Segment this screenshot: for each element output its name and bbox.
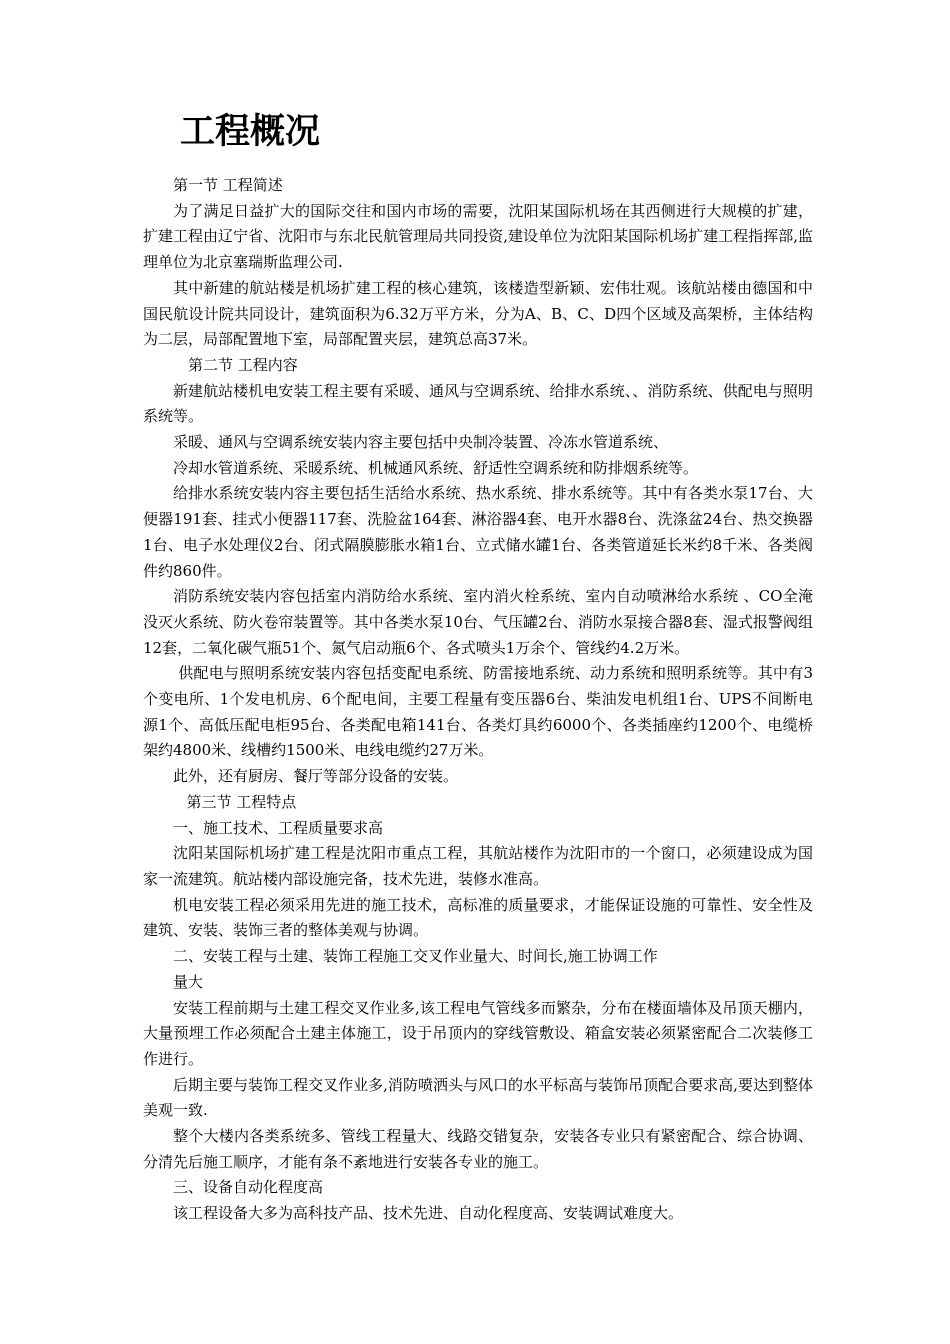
subheading: 量大: [173, 972, 204, 991]
paragraph: 新建航站楼机电安装工程主要有采暖、通风与空调系统、给排水系统、、消防系统、供配电与照明系统等。: [143, 381, 813, 426]
paragraph: 消防系统安装内容包括室内消防给水系统、室内消火栓系统、室内自动喷淋给水系统 、CO全淹没灭火系统、防火卷帘装置等。其中各类水泵10台、气压罐2台、消防水泵接合器8套、湿式报警阀组12套，二氧化碳气瓶51个、氮气启动瓶6个、各式喷头1万余个、管线约4.2万米。: [143, 587, 813, 657]
paragraph: 冷却水管道系统、采暖系统、机械通风系统、舒适性空调系统和防排烟系统等。: [173, 458, 699, 477]
section-heading: 第三节 工程特点: [186, 792, 297, 811]
paragraph: 为了满足日益扩大的国际交往和国内市场的需要，沈阳某国际机场在其西侧进行大规模的扩建，扩建工程由辽宁省、沈阳市与东北民航管理局共同投资,建设单位为沈阳某国际机场扩建工程指挥部,监理单位为北京塞瑞斯监理公司.: [143, 201, 813, 272]
paragraph: 其中新建的航站楼是机场扩建工程的核心建筑，该楼造型新颖、宏伟壮观。该航站楼由德国和中国民航设计院共同设计，建筑面积为6.32万平方米，分为A、B、C、D四个区域及高架桥，主体结构为二层，局部配置地下室，局部配置夹层，建筑总高37米。: [143, 278, 813, 349]
paragraph: 此外，还有厨房、餐厅等部分设备的安装。: [173, 767, 459, 786]
paragraph: 采暖、通风与空调系统安装内容主要包括中央制冷装置、冷冻水管道系统、: [173, 433, 669, 452]
paragraph: 整个大楼内各类系统多、管线工程量大、线路交错复杂，安装各专业只有紧密配合、综合协调、分清先后施工顺序，才能有条不紊地进行安装各专业的施工。: [143, 1127, 813, 1171]
paragraph: 沈阳某国际机场扩建工程是沈阳市重点工程，其航站楼作为沈阳市的一个窗口，必须建设成为国家一流建筑。航站楼内部设施完备，技术先进，装修水准高。: [143, 844, 813, 888]
subheading: 三、设备自动化程度高: [173, 1178, 324, 1197]
paragraph: 给排水系统安装内容主要包括生活给水系统、热水系统、排水系统等。其中有各类水泵17台、大便器191套、挂式小便器117套、洗脸盆164套、淋浴器4套、电开水器8台、洗涤盆24台、热交换器1台、电子水处理仪2台、闭式隔膜膨胀水箱1台、立式储水罐1台、各类管道延长米约8千米、各类阀件约860件。: [143, 484, 813, 580]
doc-title: 工程概况: [180, 112, 321, 152]
subheading: 一、施工技术、工程质量要求高: [173, 818, 384, 837]
paragraph: 安装工程前期与土建工程交叉作业多,该工程电气管线多而繁杂，分布在楼面墙体及吊顶天棚内，大量预埋工作必须配合土建主体施工，设于吊顶内的穿线管敷设、箱盒安装必须紧密配合二次装修工作进行。: [143, 998, 813, 1068]
subheading: 二、安装工程与土建、装饰工程施工交叉作业量大、时间长,施工协调工作: [173, 947, 658, 966]
paragraph: 该工程设备大多为高科技产品、技术先进、自动化程度高、安装调试难度大。: [173, 1204, 684, 1223]
document-body: [143, 173, 813, 1227]
section-heading: 第一节 工程简述: [173, 176, 283, 194]
paragraph: 机电安装工程必须采用先进的施工技术，高标准的质量要求，才能保证设施的可靠性、安全性及建筑、安装、装饰三者的整体美观与协调。: [143, 895, 813, 940]
paragraph: 后期主要与装饰工程交叉作业多,消防喷洒头与风口的水平标高与装饰吊顶配合要求高,要达到整体美观一致.: [143, 1075, 813, 1120]
section-heading: 第二节 工程内容: [188, 355, 298, 374]
paragraph: 供配电与照明系统安装内容包括变配电系统、防雷接地系统、动力系统和照明系统等。其中有3个变电所、1个发电机房、6个配电间，主要工程量有变压器6台、柴油发电机组1台、UPS不间断电源1个、高低压配电柜95台、各类配电箱141台、各类灯具约6000个、各类插座约1200个、电缆桥架约4800米、线槽约1500米、电线电缆约27万米。: [143, 664, 813, 760]
